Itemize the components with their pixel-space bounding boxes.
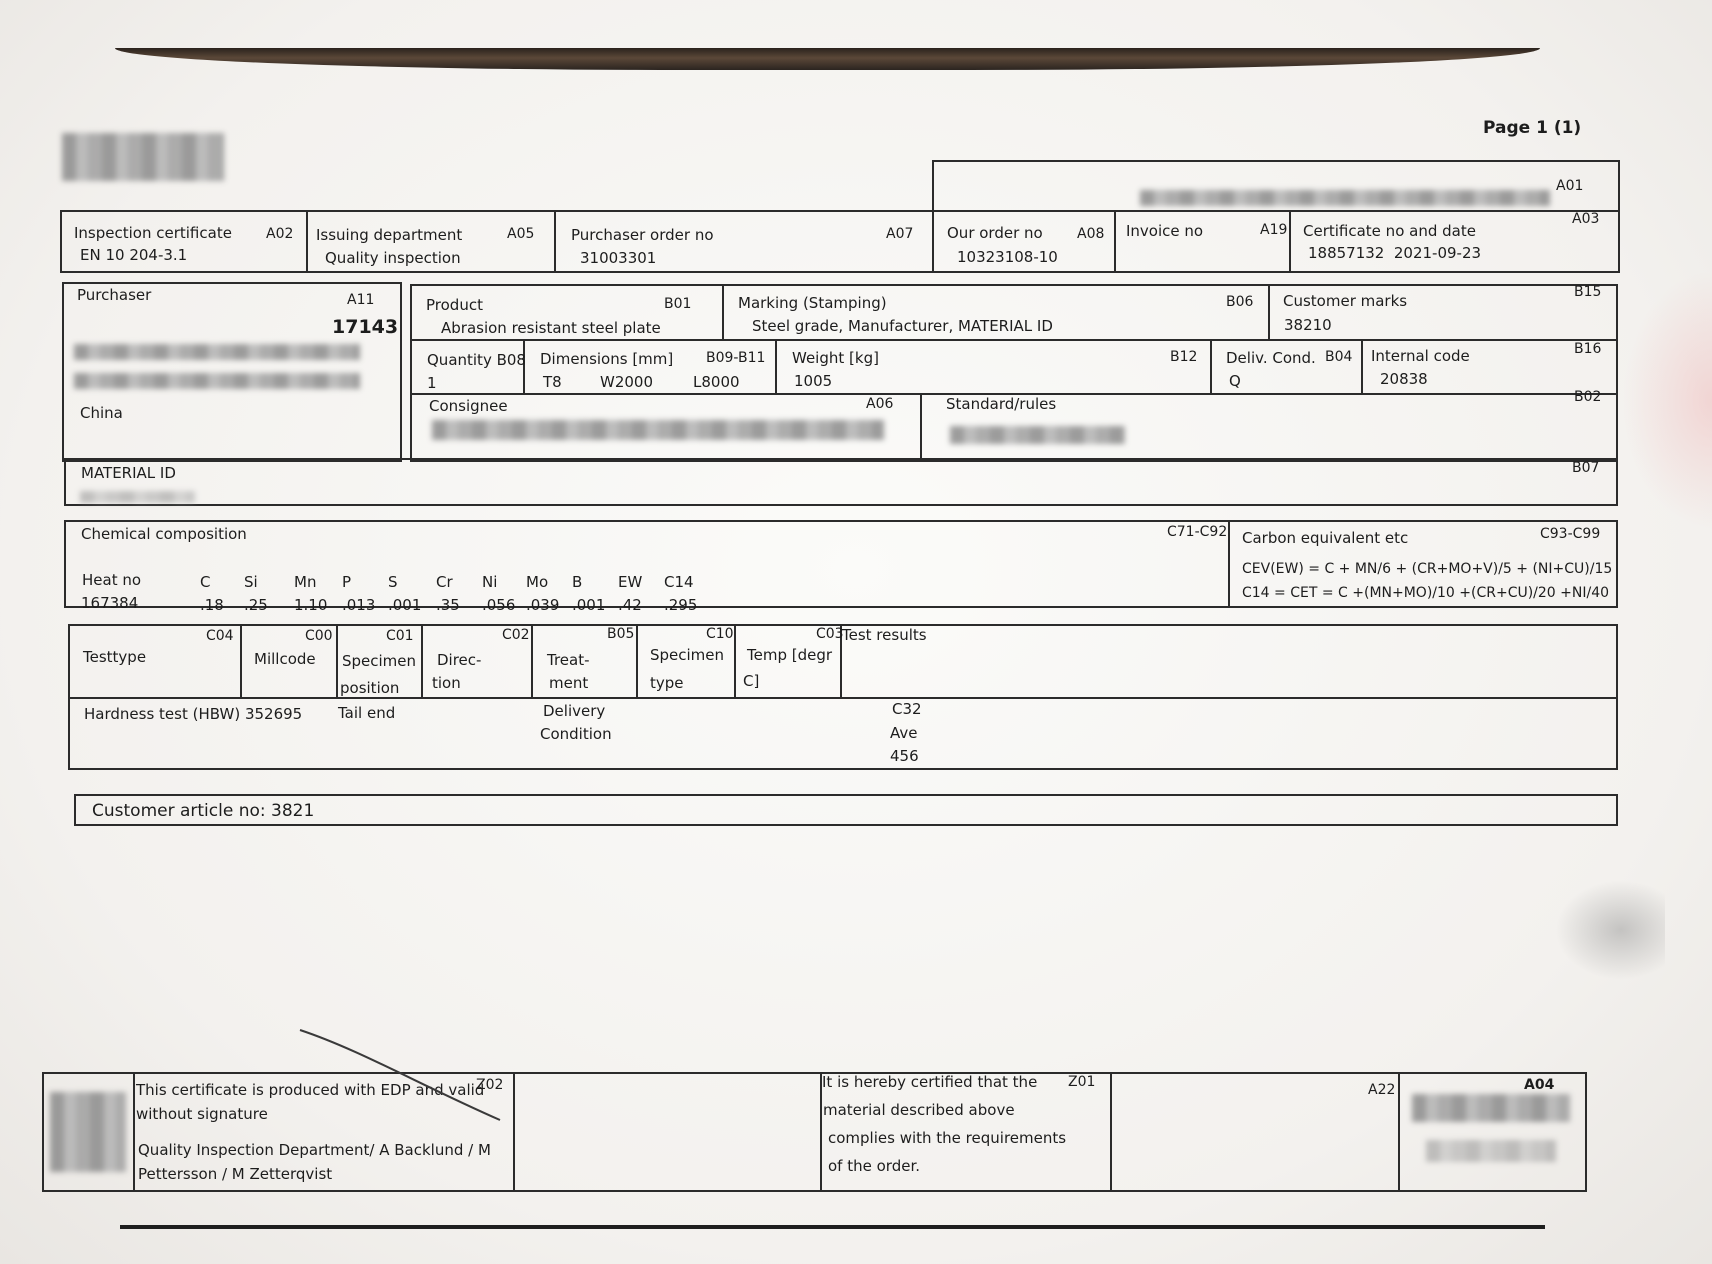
specimen-position-header: Specimen: [342, 652, 417, 670]
a03-code: A03: [1572, 211, 1600, 227]
c00-code: C00: [305, 628, 333, 644]
b06-code: B06: [1226, 294, 1254, 310]
quantity-label: Quantity B08: [427, 351, 526, 369]
c02-code: C02: [502, 627, 530, 643]
b16-code: B16: [1574, 341, 1602, 357]
a19-code: A19: [1260, 222, 1288, 238]
b12-code: B12: [1170, 349, 1198, 365]
quality-department-2: Pettersson / M Zetterqvist: [138, 1165, 333, 1183]
element-name-b: B: [572, 573, 583, 591]
marking-value: Steel grade, Manufacturer, MATERIAL ID: [752, 317, 1053, 335]
inspection-certificate-label: Inspection certificate: [74, 224, 232, 242]
inspection-certificate-value: EN 10 204-3.1: [80, 246, 188, 264]
a07-code: A07: [886, 226, 914, 242]
a08-code: A08: [1077, 226, 1105, 242]
weight-label: Weight [kg]: [792, 349, 879, 367]
element-name-si: Si: [244, 573, 258, 591]
test-row-testtype: Hardness test (HBW) 352695: [84, 705, 303, 723]
c14-formula: C14 = CET = C +(MN+MO)/10 +(CR+CU)/20 +NI/40: [1242, 585, 1610, 601]
specimen-type-header-2: type: [650, 674, 684, 692]
b01-code: B01: [664, 296, 692, 312]
purchaser-order-value: 31003301: [580, 249, 657, 267]
b09-b11-code: B09-B11: [706, 350, 766, 366]
carbon-equivalent-label: Carbon equivalent etc: [1242, 529, 1409, 547]
our-order-label: Our order no: [947, 224, 1043, 242]
element-value-ew: .42: [618, 596, 642, 614]
edp-statement-2: without signature: [136, 1105, 268, 1123]
internal-code-value: 20838: [1380, 370, 1428, 388]
element-value-s: .001: [388, 596, 422, 614]
edp-statement: This certificate is produced with EDP and valid: [136, 1081, 485, 1099]
test-results-header: Test results: [842, 626, 927, 644]
testtype-header: Testtype: [83, 648, 147, 666]
element-name-mn: Mn: [294, 573, 317, 591]
certification-text-4: of the order.: [828, 1157, 920, 1175]
b02-code: B02: [1574, 389, 1602, 405]
treatment-header: Treat-: [547, 651, 590, 669]
specimen-position-header-2: position: [340, 679, 400, 697]
internal-code-label: Internal code: [1371, 347, 1470, 365]
c03-code: C03: [816, 626, 844, 642]
a01-code: A01: [1556, 178, 1584, 194]
temp-header-2: C]: [743, 672, 760, 690]
specimen-type-header: Specimen: [650, 646, 725, 664]
b15-code: B15: [1574, 284, 1602, 300]
chemical-composition-label: Chemical composition: [81, 525, 247, 543]
issuing-department-value: Quality inspection: [325, 249, 461, 267]
a05-code: A05: [507, 226, 535, 242]
dimension-thickness: T8: [543, 373, 562, 391]
certificate-value: 18857132 2021-09-23: [1308, 244, 1482, 262]
certification-text-3: complies with the requirements: [828, 1129, 1067, 1147]
element-name-s: S: [388, 573, 398, 591]
purchaser-label: Purchaser: [77, 286, 152, 304]
element-value-si: .25: [244, 596, 268, 614]
direction-header: Direc-: [437, 651, 482, 669]
a02-code: A02: [266, 226, 294, 242]
customer-marks-label: Customer marks: [1283, 292, 1408, 310]
marking-label: Marking (Stamping): [738, 294, 887, 312]
page-number: Page 1 (1): [1483, 118, 1582, 138]
element-value-ni: .056: [482, 596, 516, 614]
purchaser-number: 17143: [332, 316, 399, 338]
treatment-header-2: ment: [549, 674, 589, 692]
consignee-label: Consignee: [429, 397, 508, 415]
cev-formula: CEV(EW) = C + MN/6 + (CR+MO+V)/5 + (NI+CU)/15: [1242, 561, 1613, 577]
test-result-label: Ave: [890, 724, 918, 742]
purchaser-order-label: Purchaser order no: [571, 226, 714, 244]
heat-no-value: 167384: [81, 594, 139, 612]
element-value-b: .001: [572, 596, 606, 614]
b07-code: B07: [1572, 460, 1600, 476]
certification-text: It is hereby certified that the: [822, 1073, 1038, 1091]
element-name-p: P: [342, 573, 352, 591]
dimension-length: L8000: [693, 373, 740, 391]
z01-code: Z01: [1068, 1074, 1096, 1090]
delivery-condition-label: Deliv. Cond.: [1226, 349, 1316, 367]
weight-value: 1005: [794, 372, 833, 390]
millcode-header: Millcode: [254, 650, 316, 668]
test-row-treatment: Delivery: [543, 702, 606, 720]
certification-text-2: material described above: [823, 1101, 1015, 1119]
element-name-c: C: [200, 573, 211, 591]
test-row-treatment-2: Condition: [540, 725, 612, 743]
element-value-p: .013: [342, 596, 376, 614]
c04-code: C04: [206, 628, 234, 644]
our-order-value: 10323108-10: [957, 248, 1058, 266]
temp-header: Temp [degr: [747, 646, 833, 664]
test-row-position: Tail end: [338, 704, 396, 722]
element-name-mo: Mo: [526, 573, 549, 591]
customer-marks-value: 38210: [1284, 316, 1332, 334]
element-value-mn: 1.10: [294, 596, 328, 614]
quantity-value: 1: [427, 374, 437, 392]
delivery-condition-value: Q: [1229, 372, 1241, 390]
z02-code: Z02: [476, 1077, 504, 1093]
heat-no-label: Heat no: [82, 571, 142, 589]
element-value-cr: .35: [436, 596, 460, 614]
element-value-c: .18: [200, 596, 224, 614]
c71-c92-code: C71-C92: [1167, 524, 1228, 540]
a11-code: A11: [347, 292, 375, 308]
issuing-department-label: Issuing department: [316, 226, 463, 244]
purchaser-country: China: [80, 404, 123, 422]
element-name-ew: EW: [618, 573, 643, 591]
c10-code: C10: [706, 626, 734, 642]
element-name-ni: Ni: [482, 573, 498, 591]
dimension-width: W2000: [600, 373, 654, 391]
certificate-label: Certificate no and date: [1303, 222, 1476, 240]
a04-code: A04: [1524, 1077, 1555, 1093]
standard-label: Standard/rules: [946, 395, 1057, 413]
test-result-value: 456: [890, 747, 919, 765]
invoice-label: Invoice no: [1126, 222, 1204, 240]
c01-code: C01: [386, 628, 414, 644]
element-value-c14: .295: [664, 596, 698, 614]
customer-article: Customer article no: 3821: [92, 801, 315, 821]
a06-code: A06: [866, 396, 894, 412]
material-id-label: MATERIAL ID: [81, 464, 176, 482]
product-label: Product: [426, 296, 483, 314]
quality-department: Quality Inspection Department/ A Backlund / M: [138, 1141, 491, 1159]
direction-header-2: tion: [432, 674, 461, 692]
a22-code: A22: [1368, 1082, 1396, 1098]
element-name-cr: Cr: [436, 573, 453, 591]
product-value: Abrasion resistant steel plate: [441, 319, 661, 337]
b05-code: B05: [607, 626, 635, 642]
element-name-c14: C14: [664, 573, 694, 591]
element-value-mo: .039: [526, 596, 560, 614]
dimensions-label: Dimensions [mm]: [540, 350, 674, 368]
b04-code: B04: [1325, 349, 1353, 365]
test-result-code: C32: [892, 700, 922, 718]
c93-c99-code: C93-C99: [1540, 526, 1601, 542]
